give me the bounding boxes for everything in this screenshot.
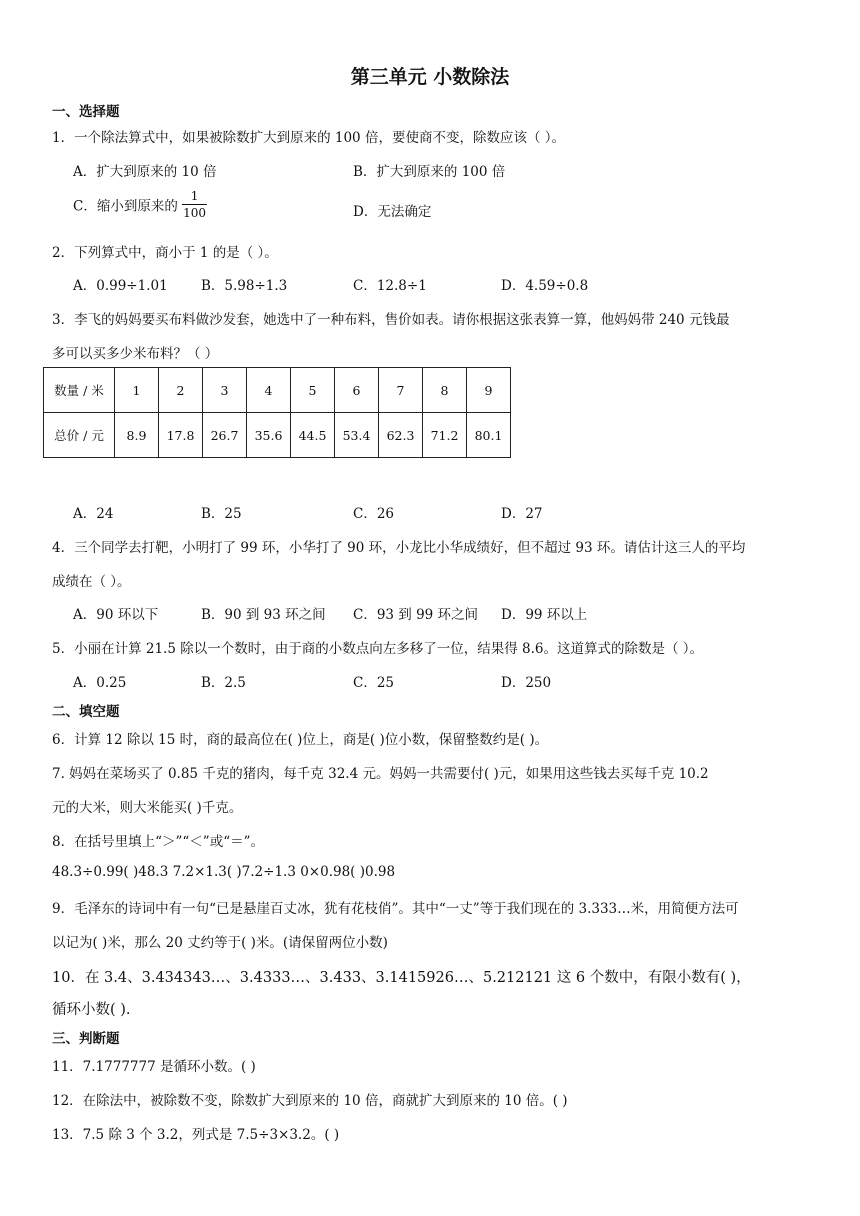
table-header-price: 总价 / 元 <box>44 413 115 458</box>
question-5-option-a: A．0.25 <box>73 675 127 691</box>
table-cell: 9 <box>467 368 511 413</box>
question-1-option-b: B．扩大到原来的 100 倍 <box>353 164 506 180</box>
table-cell: 1 <box>115 368 159 413</box>
fraction-one-hundredth <box>182 190 207 219</box>
question-5-stem: 5．小丽在计算 21.5 除以一个数时，由于商的小数点向左多移了一位，结果得 8.6。这道算式的除数是（ ）。 <box>52 641 704 657</box>
question-7-line-2: 元的大米，则大米能买( )千克。 <box>52 800 243 816</box>
question-4-option-d: D．99 环以上 <box>501 607 588 623</box>
question-10-line-1: 10．在 3.4、3.434343…、3.4333…、3.433、3.1415926…、5.212121 这 6 个数中，有限小数有( )， <box>52 970 751 986</box>
table-cell: 26.7 <box>203 413 247 458</box>
page-title: 第三单元 小数除法 <box>350 66 510 88</box>
question-9-line-2: 以记为( )米，那么 20 丈约等于( )米。(请保留两位小数) <box>52 935 388 951</box>
question-3-option-b: B．25 <box>201 506 242 522</box>
question-4-option-a: A．90 环以下 <box>73 607 159 623</box>
table-cell: 7 <box>379 368 423 413</box>
question-2-option-b: B．5.98÷1.3 <box>201 278 288 294</box>
question-4-stem-line-1: 4．三个同学去打靶，小明打了 99 环，小华打了 90 环，小龙比小华成绩好，但不超过 93 环。请估计这三人的平均 <box>52 540 746 556</box>
table-cell: 62.3 <box>379 413 423 458</box>
question-5-option-b: B．2.5 <box>201 675 246 691</box>
question-1-option-d: D．无法确定 <box>353 204 432 220</box>
fraction-denominator: 100 <box>183 206 207 220</box>
question-5-option-c: C．25 <box>353 675 395 691</box>
table-row-price <box>44 413 511 458</box>
fraction-numerator: 1 <box>190 189 199 203</box>
table-cell: 4 <box>247 368 291 413</box>
question-3-stem-line-2: 多可以买多少米布料？（ ） <box>52 346 219 362</box>
question-7-line-1: 7. 妈妈在菜场买了 0.85 千克的猪肉，每千克 32.4 元。妈妈一共需要付( )元，如果用这些钱去买每千克 10.2 <box>52 766 709 782</box>
question-2-stem: 2．下列算式中，商小于 1 的是（ ）。 <box>52 245 278 261</box>
question-13: 13．7.5 除 3 个 3.2，列式是 7.5÷3×3.2。( ) <box>52 1127 340 1143</box>
question-3-stem-line-1: 3．李飞的妈妈要买布料做沙发套，她选中了一种布料，售价如表。请你根据这张表算一算，他妈妈带 240 元钱最 <box>52 312 730 328</box>
table-cell: 5 <box>291 368 335 413</box>
table-cell: 6 <box>335 368 379 413</box>
question-6: 6．计算 12 除以 15 时，商的最高位在( )位上，商是( )位小数，保留整数约是( )。 <box>52 732 549 748</box>
question-2-option-a: A．0.99÷1.01 <box>73 278 168 294</box>
question-1-option-c <box>73 190 207 219</box>
question-3-option-a: A．24 <box>73 506 114 522</box>
table-cell: 3 <box>203 368 247 413</box>
question-4-stem-line-2: 成绩在（ ）。 <box>52 574 131 590</box>
table-cell: 2 <box>159 368 203 413</box>
table-cell: 44.5 <box>291 413 335 458</box>
question-8-items: 48.3÷0.99( )48.3 7.2×1.3( )7.2÷1.3 0×0.98( )0.98 <box>52 864 396 880</box>
question-9-line-1: 9．毛泽东的诗词中有一句“已是悬崖百丈冰，犹有花枝俏”。其中“一丈”等于我们现在的 3.333…米，用简便方法可 <box>52 901 739 917</box>
table-cell: 35.6 <box>247 413 291 458</box>
question-2-option-d: D．4.59÷0.8 <box>501 278 589 294</box>
question-11: 11．7.1777777 是循环小数。( ) <box>52 1059 256 1075</box>
question-3-option-c: C．26 <box>353 506 395 522</box>
price-table <box>43 367 511 458</box>
table-row-quantity <box>44 368 511 413</box>
question-12: 12．在除法中，被除数不变，除数扩大到原来的 10 倍，商就扩大到原来的 10 倍。( ) <box>52 1093 568 1109</box>
question-2-option-c: C．12.8÷1 <box>353 278 427 294</box>
question-4-option-b: B．90 到 93 环之间 <box>201 607 326 623</box>
question-10-line-2: 循环小数( ). <box>52 1002 131 1018</box>
table-cell: 53.4 <box>335 413 379 458</box>
section-heading-choice: 一、选择题 <box>52 104 120 120</box>
question-4-option-c: C．93 到 99 环之间 <box>353 607 479 623</box>
question-5-option-d: D．250 <box>501 675 552 691</box>
question-8-stem: 8．在括号里填上“＞”“＜”或“＝”。 <box>52 834 264 850</box>
table-cell: 71.2 <box>423 413 467 458</box>
table-cell: 8 <box>423 368 467 413</box>
question-1-option-c-text: C．缩小到原来的 <box>73 198 178 215</box>
question-1-option-a: A．扩大到原来的 10 倍 <box>73 164 217 180</box>
table-cell: 17.8 <box>159 413 203 458</box>
question-3-option-d: D．27 <box>501 506 543 522</box>
question-1-stem: 1．一个除法算式中，如果被除数扩大到原来的 100 倍，要使商不变，除数应该（ ）。 <box>52 130 565 146</box>
table-cell: 80.1 <box>467 413 511 458</box>
table-header-quantity: 数量 / 米 <box>44 368 115 413</box>
section-heading-true-false: 三、判断题 <box>52 1031 120 1047</box>
table-cell: 8.9 <box>115 413 159 458</box>
section-heading-fill-in: 二、填空题 <box>52 704 120 720</box>
